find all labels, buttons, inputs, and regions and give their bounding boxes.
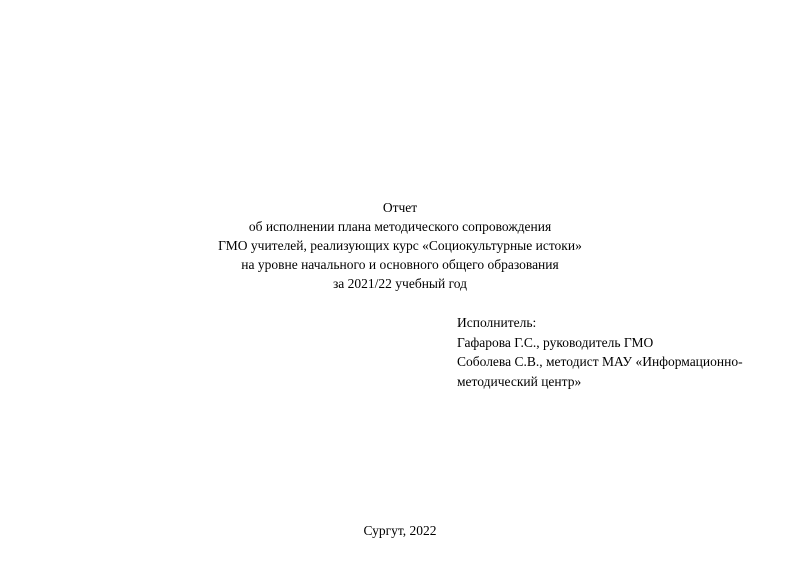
author-line-1: Гафарова Г.С., руководитель ГМО: [457, 334, 654, 350]
place-and-year: Сургут, 2022: [363, 523, 437, 538]
author-label: Исполнитель:: [457, 315, 537, 330]
title-line-4: на уровне начального и основного общего образования: [241, 257, 559, 272]
author-line-2: Соболева С.В., методист МАУ «Информационно-методический центр»: [457, 354, 743, 389]
title-line-1: Отчет: [382, 200, 418, 215]
document-title-block: [0, 198, 800, 293]
title-line-3: ГМО учителей, реализующих курс «Социокультурные истоки»: [218, 238, 582, 253]
author-block: [457, 313, 787, 391]
title-line-5: за 2021/22 учебный год: [332, 276, 468, 291]
title-line-2: об исполнении плана методического сопровождения: [248, 219, 552, 234]
